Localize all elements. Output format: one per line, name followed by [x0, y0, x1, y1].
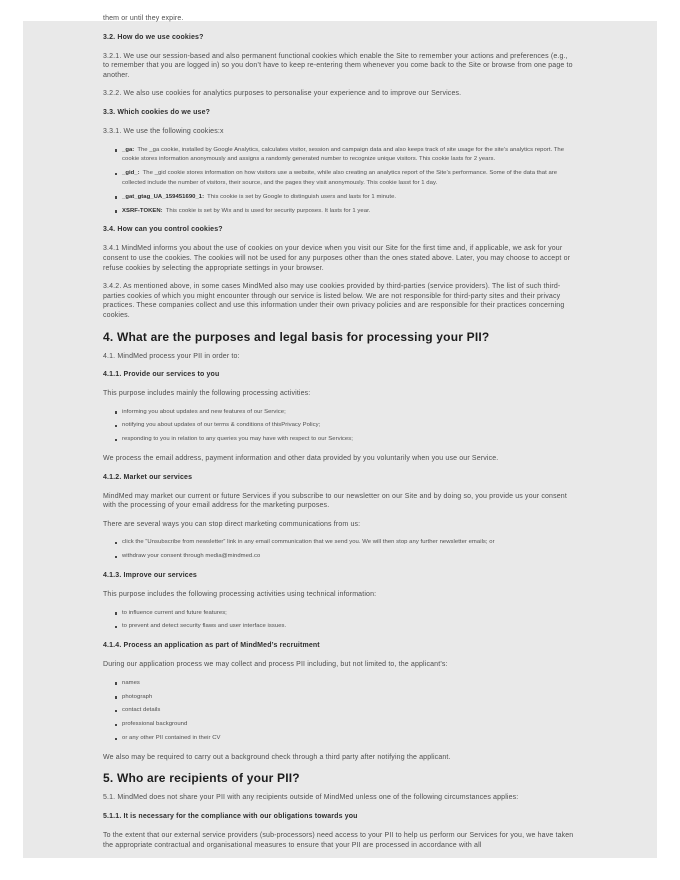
subsection-heading: 4.1.3. Improve our services	[103, 572, 197, 580]
bullet-marker-icon	[115, 425, 117, 427]
bullet-text: to influence current and future features;	[122, 609, 227, 616]
bullet-marker-icon	[115, 724, 117, 726]
section-heading: 5. Who are recipients of your PII?	[103, 771, 300, 786]
bullet-list	[103, 609, 575, 633]
subsection-heading: 4.1.1. Provide our services to you	[103, 371, 220, 379]
subsection-heading: 3.3. Which cookies do we use?	[103, 108, 211, 116]
bullet-item	[122, 734, 575, 744]
bullet-text: responding to you in relation to any queries you may have with respect to our Services;	[122, 436, 353, 443]
bullet-marker-icon	[115, 149, 117, 151]
paragraph: This purpose includes mainly the following processing activities:	[103, 390, 311, 398]
bullet-marker-icon	[115, 682, 117, 684]
paragraph: MindMed may market our current or future Services if you subscribe to our newsletter on our Site and by doing so, you provide us your consent with the processing of your email address for the marketing purposes.	[103, 492, 567, 510]
bullet-text: click the “Unsubscribe from newsletter” link in any email communication that we send you. We will then stop any further newsletter emails; or	[122, 539, 495, 546]
subsection-heading: 3.4. How can you control cookies?	[103, 226, 223, 234]
bullet-item	[122, 193, 575, 203]
bullet-list	[103, 408, 575, 445]
bullet-text: This cookie is set by Google to distinguish users and lasts for 1 minute.	[207, 193, 397, 200]
bullet-marker-icon	[115, 556, 117, 558]
bullet-item	[122, 207, 575, 217]
paragraph: There are several ways you can stop direct marketing communications from us:	[103, 520, 361, 528]
bullet-item	[122, 169, 575, 189]
cookie-name: XSRF-TOKEN:	[122, 207, 163, 214]
bullet-text: contact details	[122, 707, 161, 714]
bullet-list	[103, 679, 575, 744]
bullet-marker-icon	[115, 210, 117, 212]
paragraph: During our application process we may collect and process PII including, but not limited to, the applicant’s:	[103, 661, 448, 669]
cookie-name: _gid_:	[122, 170, 140, 177]
bullet-text: withdraw your consent through media@mindmed.co	[122, 553, 261, 560]
bullet-marker-icon	[115, 173, 117, 175]
section-heading: 4. What are the purposes and legal basis for processing your PII?	[103, 329, 490, 344]
bullet-text: The _gid cookie stores information on how visitors use a website, while also creating an analytics report of the Site’s performance. Some of the data that are collected include the number of visitors, their source, and the pages they visit anonymously. This cookie lasst for 1 day.	[122, 170, 558, 186]
bullet-marker-icon	[115, 612, 117, 614]
bullet-text: informing you about updates and new features of our Service;	[122, 408, 286, 415]
bullet-text: names	[122, 679, 140, 686]
bullet-text: The _ga cookie, installed by Google Analytics, calculates visitor, session and campaign data and also keeps track of site usage for the site’s analytics report. The cookie stores information anonymously and assigns a randomly generated number to recognize unique visitors. This cookie lasts for 2 years.	[122, 146, 565, 163]
bullet-list	[103, 146, 575, 217]
paragraph: 3.4.2. As mentioned above, in some cases MindMed also may use cookies provided by third-parties (service providers). The list of such third-parties cookies of which you might encounter through our service is listed below. We are not responsible for third-party sites and their privacy practices. These companies collect and use this information under their own privacy policies and are responsible for their practices concerning cookies.	[103, 283, 565, 319]
paragraph: We also may be required to carry out a background check through a third party after notifying the applicant.	[103, 753, 451, 761]
subsection-heading: 4.1.4. Process an application as part of MindMed’s recruitment	[103, 642, 320, 650]
bullet-item	[122, 622, 575, 632]
bullet-marker-icon	[115, 196, 117, 198]
paragraph: 4.1. MindMed process your PII in order to:	[103, 352, 240, 360]
bullet-marker-icon	[115, 411, 117, 413]
bullet-item	[122, 538, 575, 548]
paragraph: 3.3.1. We use the following cookies:x	[103, 127, 224, 135]
bullet-marker-icon	[115, 696, 117, 698]
subsection-heading: 5.1.1. It is necessary for the compliance with our obligations towards you	[103, 813, 358, 820]
bullet-item	[122, 408, 575, 418]
bullet-marker-icon	[115, 710, 117, 712]
bullet-item	[122, 146, 575, 166]
bullet-item	[122, 609, 575, 619]
bullet-text: photograph	[122, 693, 153, 700]
bullet-text: This cookie is set by Wix and is used for security purposes. It lasts for 1 year.	[165, 207, 371, 214]
paragraph: them or until they expire.	[103, 15, 184, 22]
cookie-name: _gat_gtag_UA_159451690_1:	[122, 193, 205, 200]
bullet-marker-icon	[115, 626, 117, 628]
policy-content	[23, 14, 657, 850]
paragraph: This purpose includes the following processing activities using technical information:	[103, 591, 377, 599]
bullet-text: notifying you about updates of our terms & conditions of thisPrivacy Policy;	[122, 422, 321, 429]
paragraph: 5.1. MindMed does not share your PII with any recipients outside of MindMed unless one of the following circumstances applies:	[103, 794, 519, 802]
bullet-text: to prevent and detect security flaws and user interface issues.	[122, 623, 287, 630]
bullet-item	[122, 706, 575, 716]
paragraph: 3.4.1 MindMed informs you about the use of cookies on your device when you visit our Site for the first time and, if applicable, we ask for your consent to use the cookies. The cookies will not be used for any purposes other than the ones stated above. Later, you may choose to accept or refuse cookies by selecting the appropriate settings in your browser.	[103, 245, 571, 272]
bullet-item	[122, 421, 575, 431]
subsection-heading: 4.1.2. Market our services	[103, 473, 193, 481]
paragraph: 3.2.1. We use our session-based and also permanent functional cookies which enable the Site to remember your actions and preferences (e.g., to remember that you are logged in) so you don’t have to keep re-entering them whenever you come back to the Site or browse from one page to another.	[103, 52, 573, 79]
policy-panel	[23, 15, 657, 858]
bullet-item	[122, 552, 575, 562]
paragraph: To the extent that our external service providers (sub-processors) need access to your PII to help us perform our Services for you, we have taken the appropriate contractual and organisational measures to ensure that your PII are processed in accordance with all	[103, 832, 574, 849]
subsection-heading: 3.2. How do we use cookies?	[103, 33, 204, 41]
bullet-item	[122, 435, 575, 445]
bullet-text: or any other PII contained in their CV	[122, 735, 221, 742]
cookie-name: _ga:	[122, 146, 135, 153]
bullet-text: professional background	[122, 721, 188, 728]
bullet-marker-icon	[115, 738, 117, 740]
bullet-marker-icon	[115, 439, 117, 441]
paragraph: 3.2.2. We also use cookies for analytics purposes to personalise your experience and to improve our Services.	[103, 90, 462, 98]
bullet-item	[122, 720, 575, 730]
bullet-item	[122, 693, 575, 703]
bullet-item	[122, 679, 575, 689]
bullet-marker-icon	[115, 542, 117, 544]
paragraph: We process the email address, payment information and other data provided by you voluntarily when you use our Service.	[103, 455, 499, 463]
bullet-list	[103, 538, 575, 562]
